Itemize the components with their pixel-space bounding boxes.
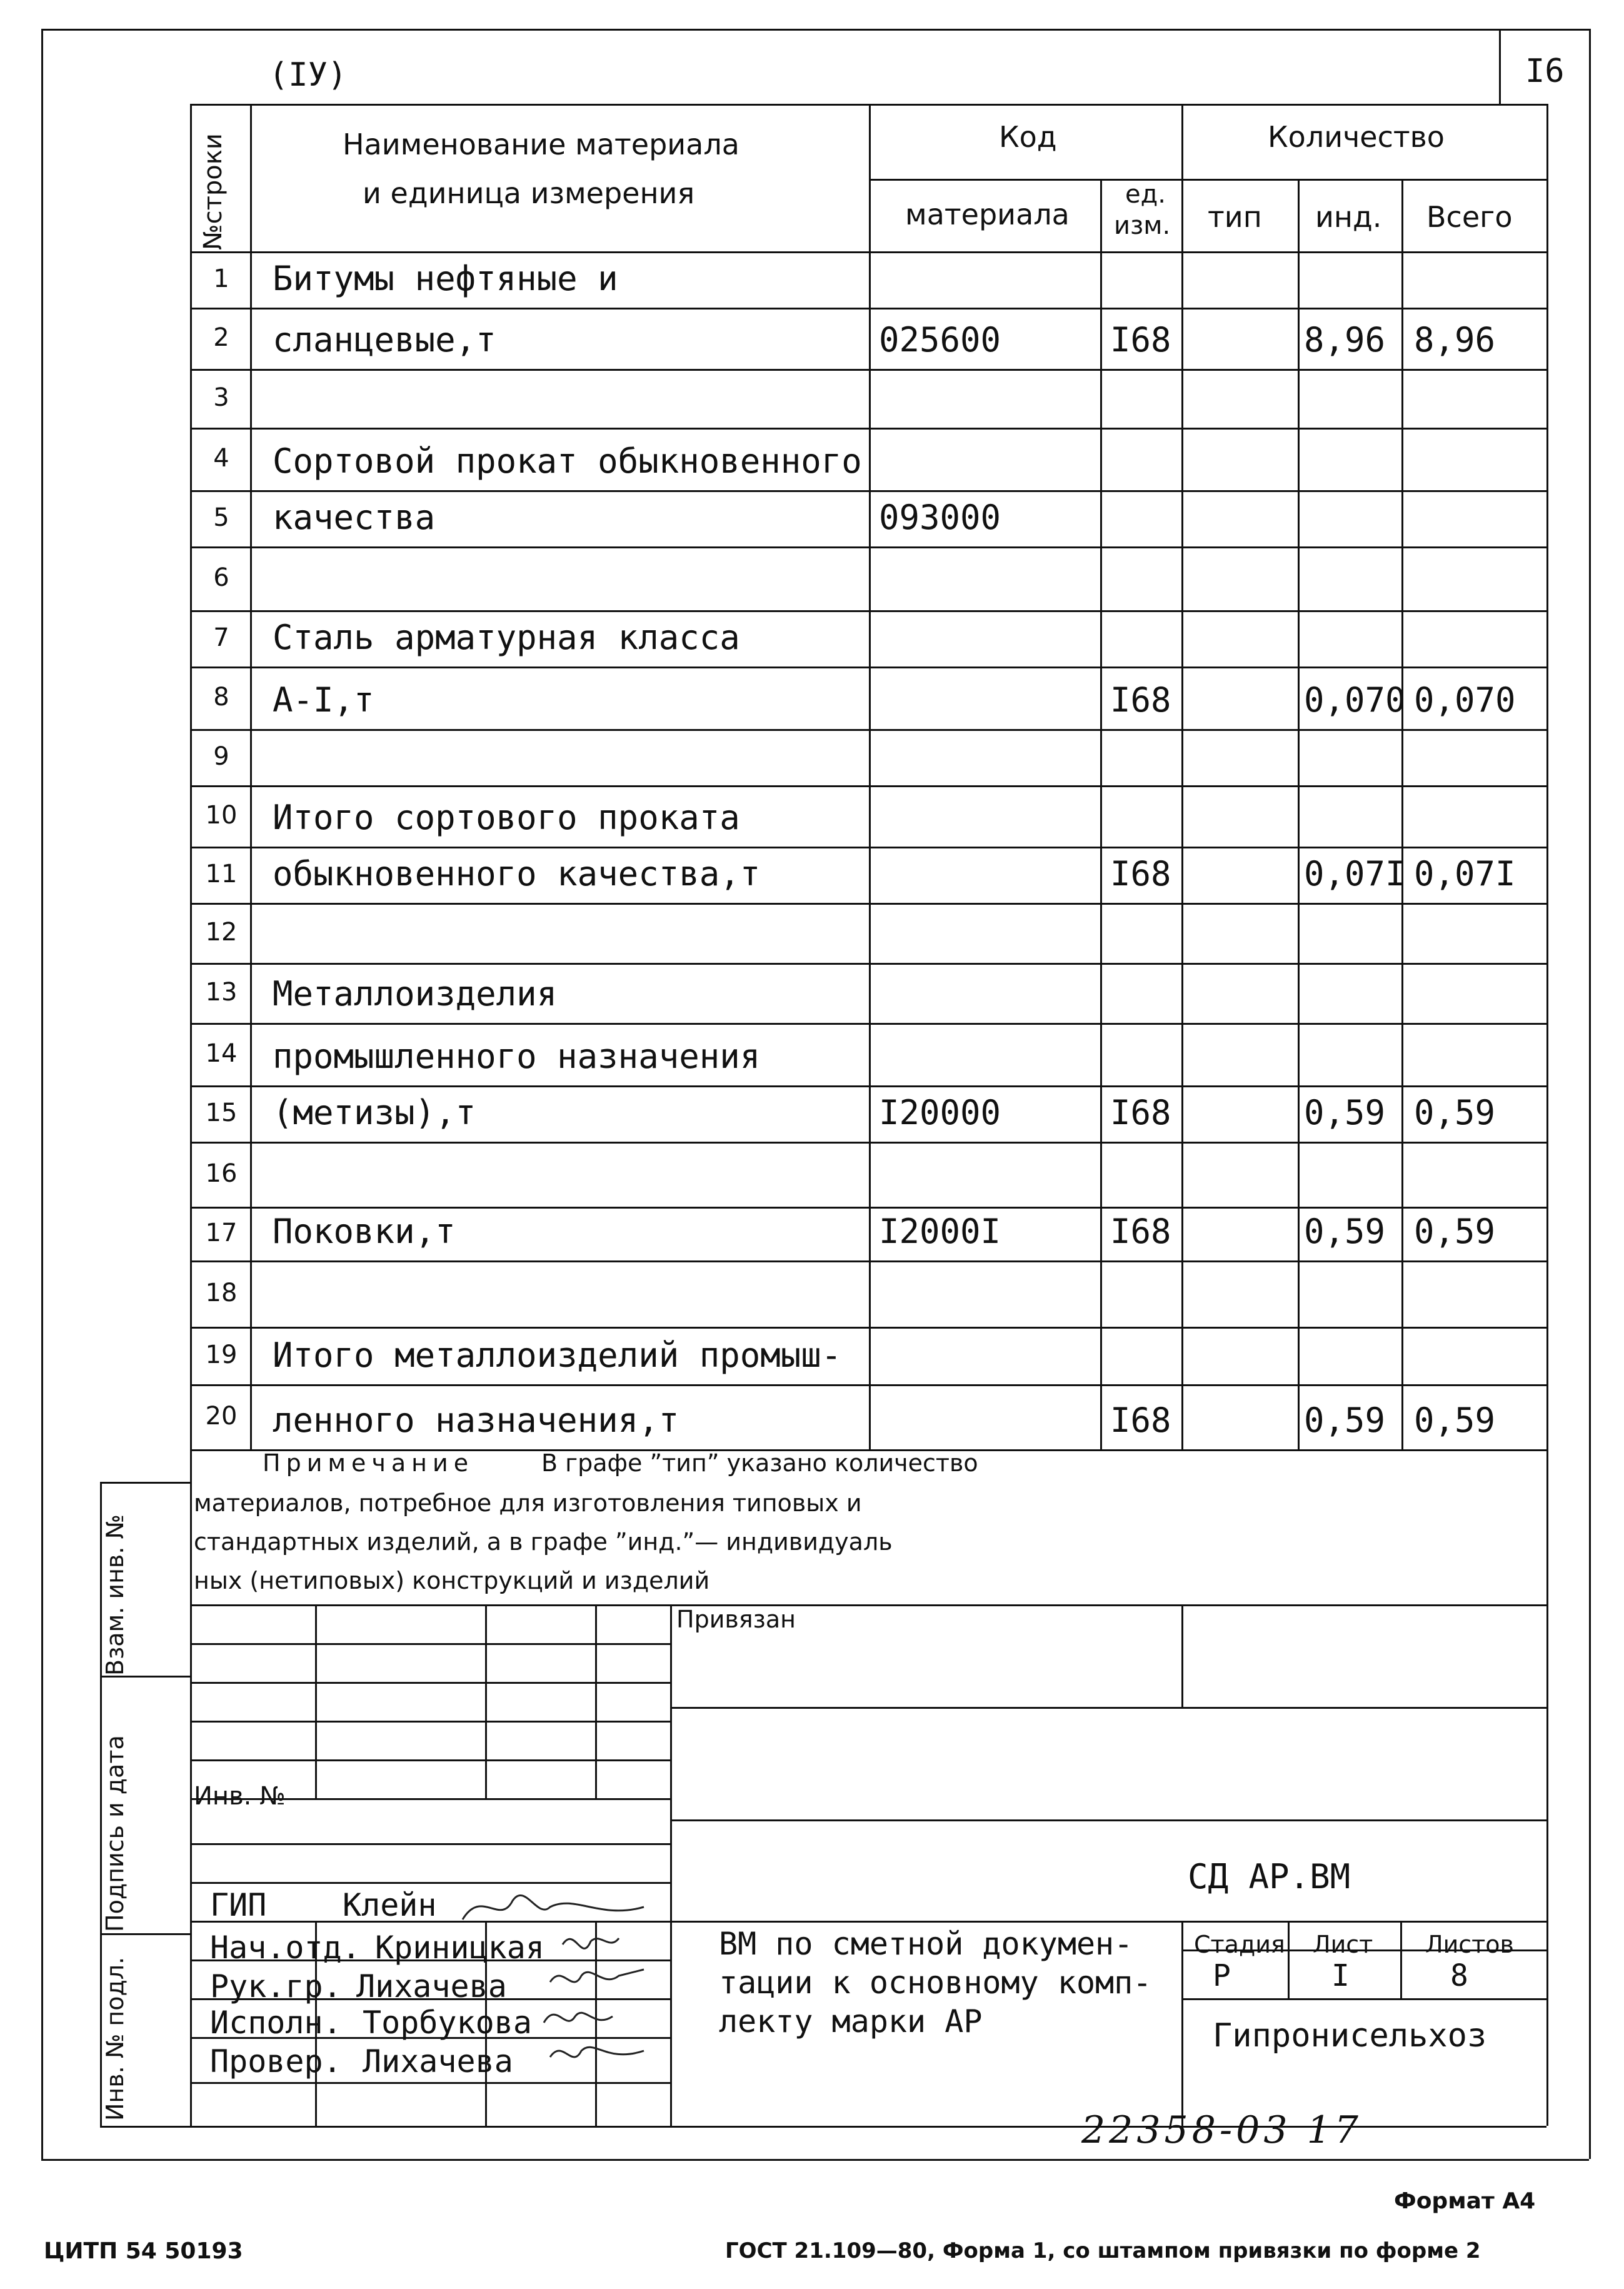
side-label-vzam: Взам. инв. № [101, 1514, 129, 1676]
row-number: 10 [205, 801, 238, 830]
grid-line [1288, 1921, 1290, 1998]
row-qty-ind: 8,96 [1304, 320, 1386, 360]
row-number: 9 [213, 742, 229, 771]
row-qty-ind: 0,59 [1304, 1212, 1386, 1251]
row-number: 17 [205, 1219, 238, 1247]
grid-line [670, 1707, 1546, 1709]
header-qty-total: Всего [1426, 200, 1513, 234]
row-name: сланцевые,т [273, 320, 496, 360]
row-number: 15 [205, 1099, 238, 1127]
grid-line [1181, 1604, 1183, 1707]
footer-left: ЦИТП 54 50193 [44, 2238, 243, 2264]
grid-line [190, 428, 1546, 430]
grid-line [190, 847, 1546, 848]
grid-line [1181, 1921, 1183, 2126]
row-number: 11 [205, 860, 238, 888]
stamp-doc-code: СД АР.ВМ [1188, 1857, 1351, 1896]
grid-line [485, 1604, 487, 1798]
stamp-name-2: Лихачева [356, 1968, 507, 2005]
header-code-unit-1: ед. [1125, 180, 1166, 209]
row-number: 7 [213, 623, 229, 652]
row-name: Поковки,т [273, 1212, 456, 1251]
row-unit-code: I68 [1110, 1212, 1171, 1251]
frame-top [41, 29, 1589, 31]
row-number: 8 [213, 683, 229, 712]
stamp-name-0: Клейн [343, 1887, 437, 1923]
grid-line [100, 2126, 190, 2128]
row-material-code: I20000 [879, 1093, 1001, 1132]
row-material-code: I2000I [879, 1212, 1001, 1251]
grid-line [190, 729, 1546, 731]
row-number: 5 [213, 503, 229, 532]
row-number: 19 [205, 1341, 238, 1369]
row-number: 2 [213, 323, 229, 352]
stamp-sheets-label: Листов [1425, 1931, 1514, 1958]
grid-line [190, 963, 1546, 965]
row-number: 6 [213, 563, 229, 592]
header-code-unit-2: изм. [1114, 211, 1171, 240]
grid-line [100, 1676, 190, 1678]
row-unit-code: I68 [1110, 1093, 1171, 1132]
footer-right: ГОСТ 21.109—80, Форма 1, со штампом привязки по форме 2 [725, 2238, 1481, 2263]
grid-line [190, 104, 192, 1449]
sheet-number-corner: I6 [1525, 53, 1565, 90]
frame-right [1589, 29, 1591, 2159]
grid-line [190, 1085, 1546, 1087]
stamp-role-0: ГИП [210, 1887, 267, 1923]
grid-line [190, 1327, 1546, 1329]
grid-line [1546, 1604, 1548, 2126]
note-line1: В графе ”тип” указано количество [541, 1449, 978, 1477]
grid-line [1181, 104, 1183, 1449]
row-number: 18 [205, 1279, 238, 1307]
grid-line [190, 903, 1546, 905]
grid-line [190, 490, 1546, 492]
row-name: Итого металлоизделий промыш- [273, 1336, 842, 1375]
grid-line [190, 369, 1546, 371]
grid-line [190, 104, 1546, 106]
stamp-organization: Гипронисельхоз [1213, 2017, 1487, 2055]
row-qty-total: 0,070 [1414, 680, 1516, 720]
row-qty-total: 0,59 [1414, 1212, 1496, 1251]
grid-line [1546, 104, 1548, 1449]
stamp-role-4: Провер. [210, 2043, 342, 2080]
grid-line [190, 1449, 192, 1604]
grid-line [190, 785, 1546, 787]
grid-line [670, 1921, 1546, 1923]
note-label: Примечание [263, 1449, 474, 1477]
row-name: A-I,т [273, 680, 374, 720]
stamp-stage-label: Стадия [1194, 1931, 1285, 1958]
row-qty-ind: 0,07I [1304, 854, 1406, 893]
page-label: (IУ) [269, 56, 348, 94]
header-qty-type: тип [1208, 200, 1262, 234]
header-quantity: Количество [1268, 120, 1445, 154]
header-name-line2: и единица измерения [363, 176, 695, 210]
frame-left [41, 29, 43, 2159]
note-line2: материалов, потребное для изготовления типовых и [194, 1489, 862, 1517]
grid-line [190, 1384, 1546, 1386]
format-label: Формат А4 [1394, 2188, 1536, 2214]
grid-line [190, 1023, 1546, 1025]
row-name: промышленного назначения [273, 1037, 761, 1076]
stamp-sheet-value: I [1331, 1958, 1350, 1993]
stamp-inv-no: Инв. № [194, 1782, 286, 1811]
stamp-role-2: Рук.гр. [210, 1968, 342, 2005]
grid-line [1181, 1998, 1546, 2000]
grid-line [1400, 1921, 1402, 1998]
grid-line [190, 1843, 670, 1845]
row-name: Битумы нефтяные и [273, 259, 618, 298]
row-qty-ind: 0,59 [1304, 1401, 1386, 1440]
grid-line [250, 104, 252, 1449]
grid-line [100, 1933, 190, 1935]
grid-line [595, 1604, 597, 1798]
row-qty-total: 0,59 [1414, 1093, 1496, 1132]
row-name: Сталь арматурная класса [273, 618, 740, 657]
row-material-code: 025600 [879, 320, 1001, 360]
row-unit-code: I68 [1110, 320, 1171, 360]
row-qty-ind: 0,59 [1304, 1093, 1386, 1132]
stamp-role-3: Исполн. [210, 2005, 342, 2041]
stamp-stage-value: Р [1213, 1958, 1231, 1993]
row-number: 12 [205, 918, 238, 947]
row-number: 20 [205, 1402, 238, 1431]
row-material-code: 093000 [879, 498, 1001, 537]
stamp-title-3: лекту марки АР [719, 2003, 983, 2040]
grid-line [190, 1604, 670, 1606]
grid-line [190, 308, 1546, 309]
stamp-title-1: ВМ по сметной докумен- [719, 1926, 1133, 1962]
stamp-title-2: тации к основному комп- [719, 1965, 1152, 2001]
row-number: 16 [205, 1159, 238, 1188]
row-name: Металлоизделия [273, 974, 558, 1014]
row-number: 3 [213, 383, 229, 412]
note-line4: ных (нетиповых) конструкций и изделий [194, 1567, 710, 1594]
grid-line [670, 1819, 1546, 1821]
side-label-podpis: Подпись и дата [101, 1735, 129, 1932]
header-name-line1: Наименование материала [343, 128, 739, 161]
grid-line [190, 1759, 670, 1761]
row-unit-code: I68 [1110, 680, 1171, 720]
row-name: обыкновенного качества,т [273, 854, 761, 893]
row-number: 1 [213, 264, 229, 293]
stamp-sheet-label: Лист [1313, 1931, 1373, 1958]
row-number: 13 [205, 978, 238, 1007]
row-unit-code: I68 [1110, 854, 1171, 893]
grid-line [190, 1682, 670, 1684]
grid-line [190, 1260, 1546, 1262]
grid-line [190, 2082, 670, 2084]
row-name: качества [273, 498, 436, 537]
header-code-material: материала [905, 198, 1070, 231]
grid-line [190, 1142, 1546, 1144]
grid-line [100, 1482, 190, 1484]
grid-line [869, 179, 1546, 181]
stamp-role-1: Нач.отд. [210, 1929, 361, 1966]
grid-line [869, 104, 871, 1449]
header-qty-ind: инд. [1315, 200, 1382, 234]
row-unit-code: I68 [1110, 1401, 1171, 1440]
corner-box-divider [1499, 29, 1501, 104]
stamp-sheets-value: 8 [1450, 1958, 1468, 1993]
stamp-name-4: Лихачева [363, 2043, 513, 2080]
row-number: 14 [205, 1039, 238, 1068]
grid-line [190, 1643, 670, 1645]
stamp-privyazan: Привязан [676, 1606, 796, 1633]
row-name: Итого сортового проката [273, 798, 740, 837]
grid-line [315, 1604, 317, 1798]
signatures-graphic [456, 1876, 681, 2082]
header-code: Код [999, 120, 1057, 154]
grid-line [190, 251, 1546, 253]
row-name: Сортовой прокат обыкновенного [273, 441, 862, 481]
grid-line [190, 1207, 1546, 1209]
handwritten-number: 22358-03 17 [1081, 2108, 1362, 2152]
row-qty-total: 0,59 [1414, 1401, 1496, 1440]
grid-line [190, 546, 1546, 548]
grid-line [190, 610, 1546, 612]
header-row-number: №строки [199, 133, 228, 250]
grid-line [190, 1721, 670, 1723]
row-qty-total: 8,96 [1414, 320, 1496, 360]
frame-bottom [41, 2159, 1589, 2161]
row-qty-ind: 0,070 [1304, 680, 1406, 720]
row-qty-total: 0,07I [1414, 854, 1516, 893]
row-name: (метизы),т [273, 1093, 476, 1132]
row-number: 4 [213, 444, 229, 473]
grid-line [1546, 1449, 1548, 1604]
note-line3: стандартных изделий, а в графе ”инд.”— индивидуаль [194, 1528, 893, 1556]
stamp-name-1: Криницкая [375, 1929, 544, 1966]
stamp-name-3: Торбукова [363, 2005, 532, 2041]
side-label-inv-podl: Инв. № подл. [101, 1956, 129, 2121]
row-name: ленного назначения,т [273, 1401, 679, 1440]
grid-line [190, 2126, 670, 2128]
grid-line [190, 667, 1546, 668]
